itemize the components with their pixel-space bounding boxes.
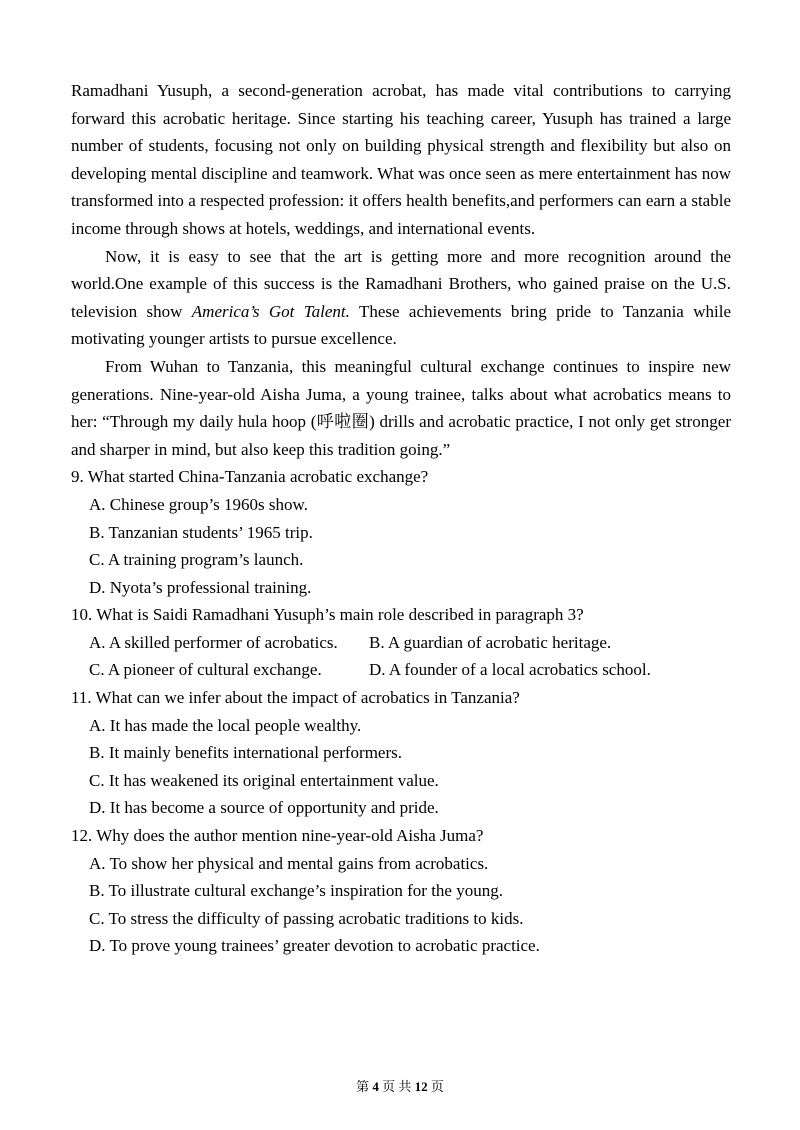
passage-paragraph-recognition [71, 243, 731, 353]
option-c: C. A pioneer of cultural exchange. [89, 660, 322, 680]
option-b: B. It mainly benefits international performers. [89, 743, 402, 763]
passage-paragraph-exchange: From Wuhan to Tanzania, this meaningful cultural exchange continues to inspire new generations. Nine-year-old Aisha Juma, a young trainee, talks about what acrobatics means to her: “Through my daily hula hoop (呼啦圈) drills and acrobatic practice, I not only get stronger and sharper in mind, but also keep this tradition going.” [71, 356, 731, 459]
recognition-text-before: Now, it is easy to see that the art is getting more and more recognition around the world.One example of this success is the Ramadhani Brothers, who gained praise on the U.S. television show [71, 246, 731, 321]
footer-middle: 页 共 [382, 1079, 412, 1094]
option-d: D. Nyota’s professional training. [89, 577, 312, 597]
option-d: D. A founder of a local acrobatics school. [369, 660, 651, 680]
option-a: A. To show her physical and mental gains from acrobatics. [89, 853, 489, 873]
option-c: C. It has weakened its original entertainment value. [89, 770, 439, 790]
option-row-ab [89, 629, 731, 657]
option-c: C. A training program’s launch. [89, 550, 304, 570]
question-10 [71, 601, 731, 684]
footer-prefix: 第 [356, 1079, 370, 1094]
page-content [71, 77, 731, 960]
option-row-cd [89, 656, 731, 684]
footer-suffix: 页 [430, 1079, 444, 1094]
option-a: A. Chinese group’s 1960s show. [89, 494, 308, 514]
question-stem: 9. What started China-Tanzania acrobatic exchange? [71, 467, 429, 487]
question-stem: 12. Why does the author mention nine-year-old Aisha Juma? [71, 826, 484, 846]
question-stem: 11. What can we infer about the impact of acrobatics in Tanzania? [71, 688, 520, 708]
option-b: B. Tanzanian students’ 1965 trip. [89, 522, 313, 542]
option-c: C. To stress the difficulty of passing acrobatic traditions to kids. [89, 908, 524, 928]
option-b: B. A guardian of acrobatic heritage. [369, 632, 612, 652]
page-footer [0, 1078, 800, 1096]
passage-paragraph-continued: Ramadhani Yusuph, a second-generation acrobat, has made vital contributions to carrying forward this acrobatic heritage. Since starting his teaching career, Yusuph has trained a large number of students, focusing not only on building physical strength and flexibility but also on developing mental discipline and teamwork. What was once seen as mere entertainment has now transformed into a respected profession: it offers health benefits,and performers can earn a stable income through shows at hotels, weddings, and international events. [71, 81, 731, 238]
current-page-number: 4 [372, 1079, 379, 1094]
option-a: A. A skilled performer of acrobatics. [89, 632, 338, 652]
recognition-text-after: These achievements bring pride to Tanzania while motivating younger artists to pursue excellence. [71, 301, 731, 349]
option-b: B. To illustrate cultural exchange’s inspiration for the young. [89, 881, 503, 901]
question-stem: 10. What is Saidi Ramadhani Yusuph’s main role described in paragraph 3? [71, 605, 584, 625]
question-12 [71, 822, 731, 960]
question-11 [71, 684, 731, 822]
option-d: D. To prove young trainees’ greater devotion to acrobatic practice. [89, 936, 540, 956]
option-a: A. It has made the local people wealthy. [89, 715, 362, 735]
total-page-number: 12 [414, 1079, 428, 1094]
option-d: D. It has become a source of opportunity and pride. [89, 798, 439, 818]
tv-show-title: America’s Got Talent. [191, 301, 350, 321]
question-9 [71, 463, 731, 601]
